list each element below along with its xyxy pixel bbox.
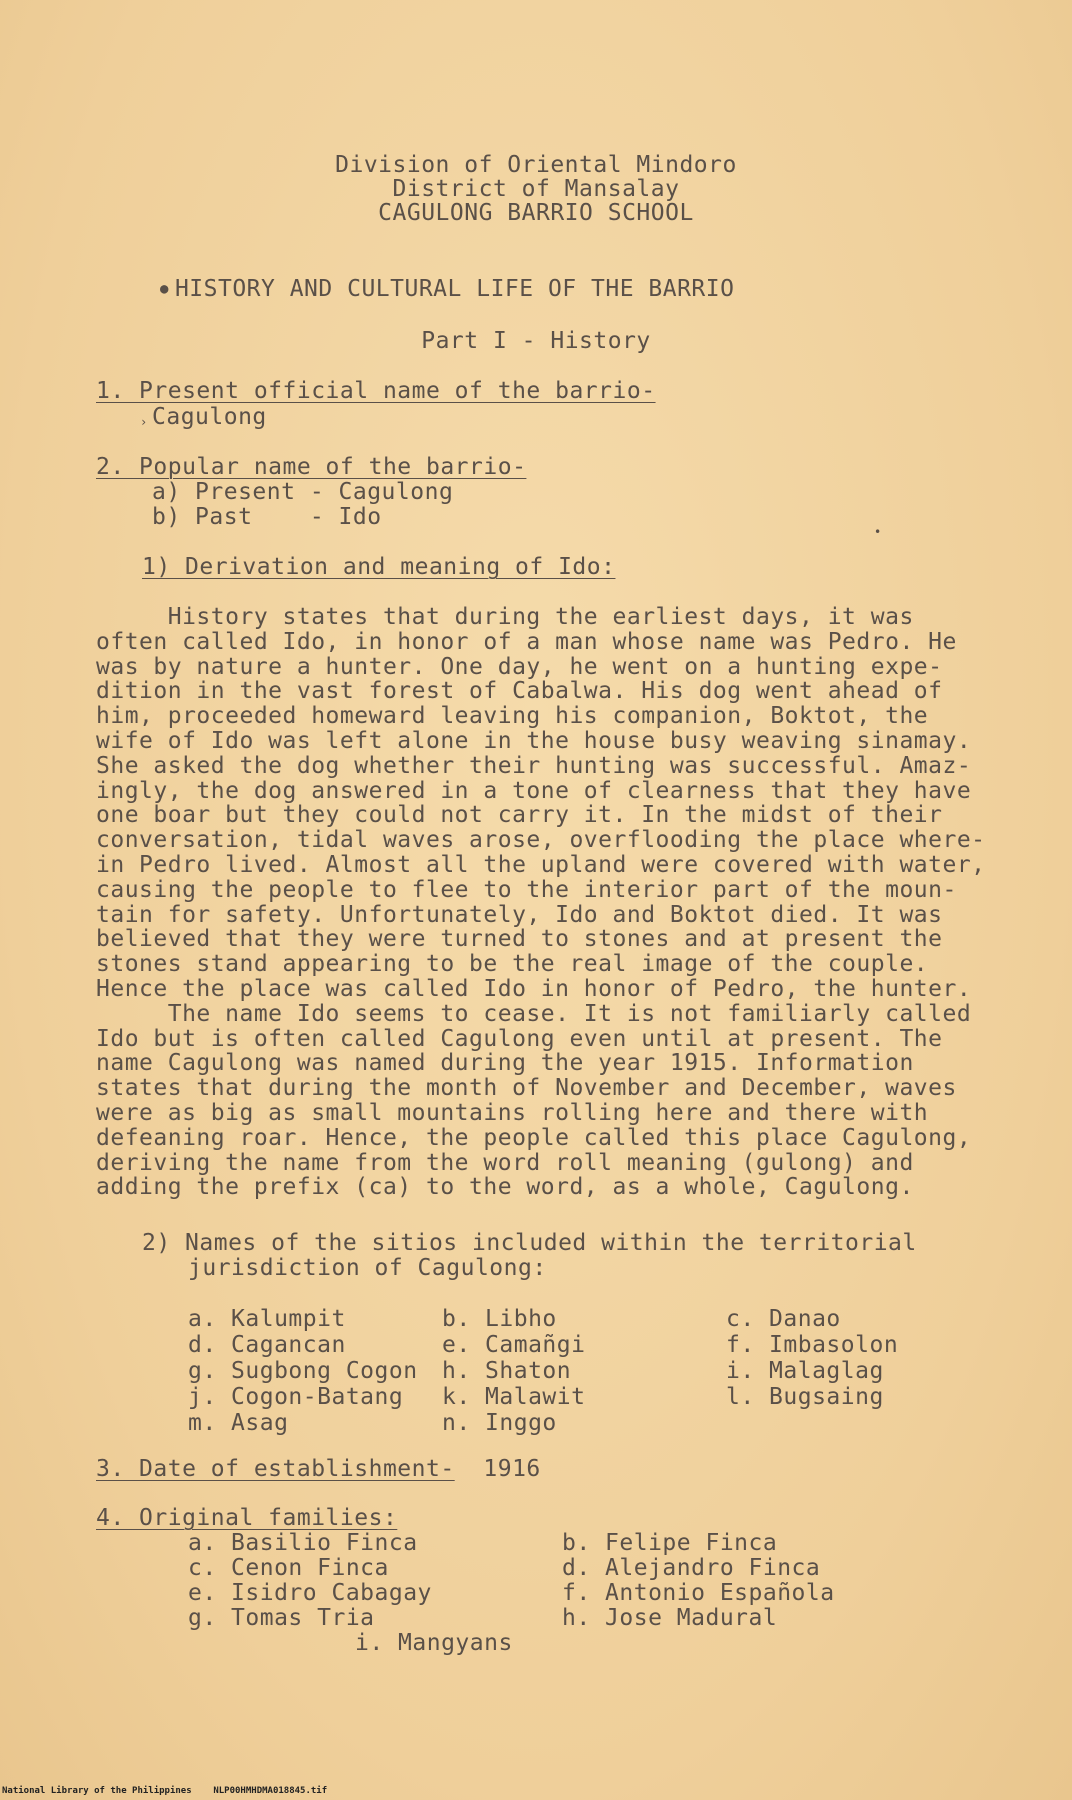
q3-question: 3. Date of establishment-	[96, 1456, 455, 1482]
narrative-line: believed that they were turned to stones and at present the	[96, 926, 943, 953]
narrative-line: causing the people to flee to the interior part of the moun-	[96, 876, 957, 903]
part-heading: Part I - History	[421, 328, 651, 354]
narrative-line: one boar but they could not carry it. In the midst of their	[96, 802, 943, 829]
narrative-line: dition in the vast forest of Cabalwa. His dog went ahead of	[96, 678, 943, 705]
family-item: b. Felipe Finca	[562, 1530, 778, 1556]
family-item: h. Jose Madural	[562, 1605, 778, 1631]
footer-file: NLP00HMHDMA018845.tif	[213, 1786, 328, 1796]
family-item: c. Cenon Finca	[188, 1555, 389, 1581]
narrative-line: Ido but is often called Cagulong even until at present. The	[96, 1025, 943, 1052]
narrative-line: often called Ido, in honor of a man whose name was Pedro. He	[96, 628, 957, 655]
narrative-line: adding the prefix (ca) to the word, as a whole, Cagulong.	[96, 1174, 914, 1201]
division-heading: Division of Oriental Mindoro	[335, 152, 737, 178]
family-item: a. Basilio Finca	[188, 1530, 418, 1556]
narrative-line: conversation, tidal waves arose, overflooding the place where-	[96, 827, 986, 854]
footer-library: National Library of the Philippines	[2, 1786, 192, 1796]
narrative-line: The name Ido seems to cease. It is not familiarly called	[96, 1000, 972, 1027]
q2-question: 2. Popular name of the barrio-	[96, 454, 527, 480]
sitio-item: f. Imbasolon	[726, 1332, 899, 1358]
q3-line	[96, 1456, 541, 1482]
stray-mark: •	[874, 525, 882, 539]
family-item: f. Antonio Española	[562, 1580, 835, 1606]
sitio-item: n. Inggo	[442, 1410, 557, 1436]
school-heading: CAGULONG BARRIO SCHOOL	[378, 200, 694, 226]
document-title	[160, 276, 734, 302]
narrative-line: defeaning roar. Hence, the people called this place Cagulong,	[96, 1124, 972, 1151]
q2-present: a) Present - Cagulong	[152, 479, 454, 505]
sitio-item: k. Malawit	[442, 1384, 586, 1410]
narrative-line: She asked the dog whether their hunting was successful. Amaz-	[96, 752, 972, 779]
document-title-text: HISTORY AND CULTURAL LIFE OF THE BARRIO	[174, 276, 735, 302]
sitio-item: h. Shaton	[442, 1358, 572, 1384]
derivation-heading: 1) Derivation and meaning of Ido:	[142, 554, 616, 580]
narrative-line: stones stand appearing to be the real image of the couple.	[96, 951, 929, 978]
district-heading: District of Mansalay	[392, 176, 680, 202]
bullet-icon: ●	[160, 281, 169, 297]
sitios-heading-line2: jurisdiction of Cagulong:	[188, 1255, 547, 1281]
family-item: d. Alejandro Finca	[562, 1555, 821, 1581]
sitio-item: g. Sugbong Cogon	[188, 1358, 418, 1384]
narrative-line: deriving the name from the word roll meaning (gulong) and	[96, 1149, 914, 1176]
narrative-line: ingly, the dog answered in a tone of clearness that they have	[96, 777, 972, 804]
sitio-item: m. Asag	[188, 1410, 289, 1436]
sitio-item: j. Cogon-Batang	[188, 1384, 404, 1410]
narrative-line: Hence the place was called Ido in honor of Pedro, the hunter.	[96, 976, 972, 1002]
q2-past: b) Past - Ido	[152, 504, 382, 530]
sitio-item: a. Kalumpit	[188, 1306, 346, 1332]
sitio-item: e. Camañgi	[442, 1332, 586, 1358]
narrative-line: was by nature a hunter. One day, he went on a hunting expe-	[96, 653, 943, 680]
narrative-line: him, proceeded homeward leaving his companion, Boktot, the	[96, 703, 929, 730]
narrative-line: in Pedro lived. Almost all the upland were covered with water,	[96, 852, 986, 878]
narrative-line: wife of Ido was left alone in the house busy weaving sinamay.	[96, 728, 972, 754]
sitios-heading-line1: 2) Names of the sitios included within the territorial	[142, 1230, 917, 1256]
q4-question: 4. Original families:	[96, 1505, 398, 1531]
scan-footer	[2, 1786, 327, 1797]
sitio-item: c. Danao	[726, 1306, 841, 1332]
sitio-item: l. Bugsaing	[726, 1384, 884, 1410]
narrative-line: name Cagulong was named during the year 1915. Information	[96, 1050, 914, 1077]
narrative-line: History states that during the earliest days, it was	[96, 604, 914, 630]
sitio-item: d. Cagancan	[188, 1332, 346, 1358]
family-item: g. Tomas Tria	[188, 1605, 375, 1631]
stray-mark: ›	[140, 415, 148, 429]
sitio-item: i. Malaglag	[726, 1358, 884, 1384]
q3-answer: 1916	[483, 1456, 541, 1482]
family-item: e. Isidro Cabagay	[188, 1580, 432, 1606]
q1-answer: Cagulong	[152, 404, 267, 430]
narrative-line: states that during the month of November and December, waves	[96, 1075, 957, 1102]
narrative-line: were as big as small mountains rolling here and there with	[96, 1100, 929, 1126]
narrative-line: tain for safety. Unfortunately, Ido and Boktot died. It was	[96, 901, 943, 928]
sitio-item: b. Libho	[442, 1306, 557, 1332]
q1-question: 1. Present official name of the barrio-	[96, 378, 656, 404]
family-item: i. Mangyans	[355, 1630, 513, 1656]
